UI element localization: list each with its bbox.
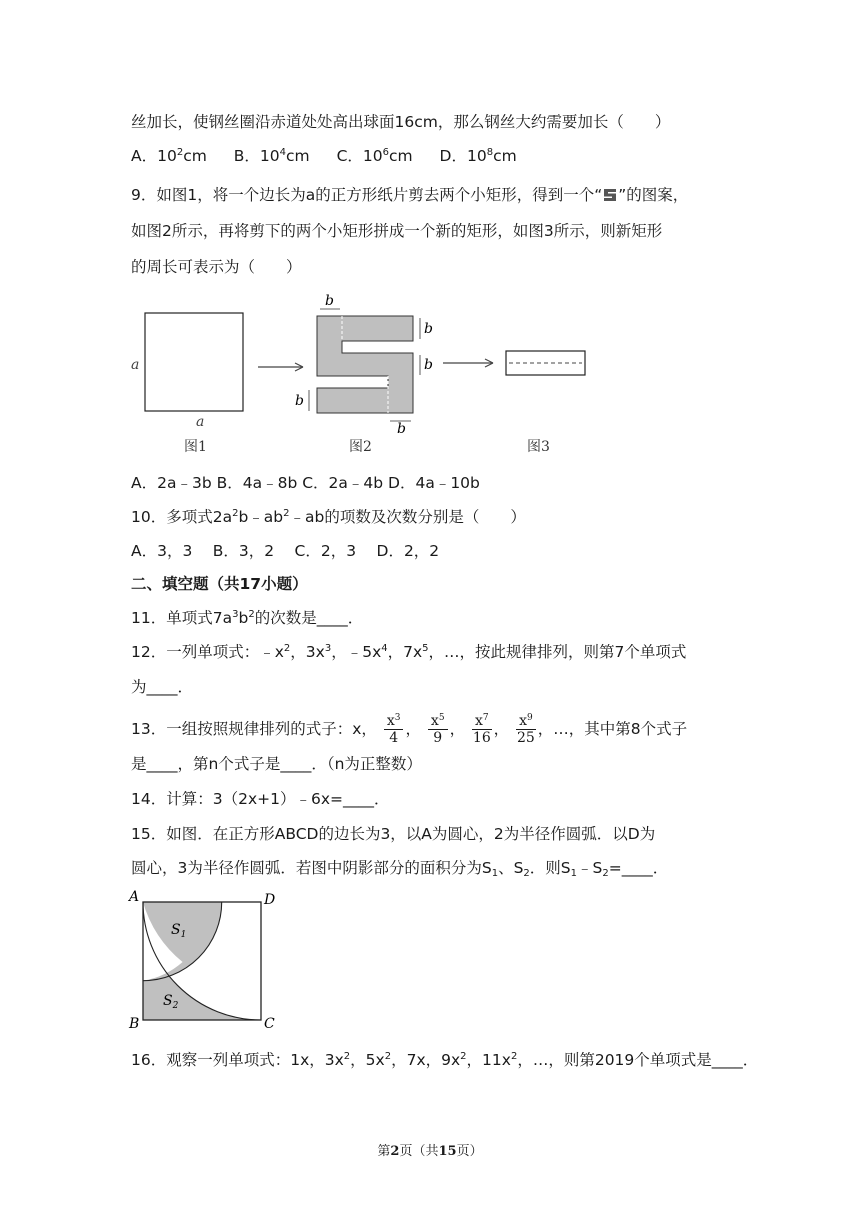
fig1-side-label: a <box>131 357 140 373</box>
fig2-s-shape <box>317 316 413 413</box>
fraction: $\frac{x^5}{9}$ <box>428 713 448 746</box>
q9-line1: 9．如图1，将一个边长为a的正方形纸片剪去两个小矩形，得到一个“ ”的图案， <box>131 186 689 204</box>
text-line: 丝加长，使钢丝圈沿赤道处处高出球面16cm，那么钢丝大约需要加长（ ） <box>131 113 671 131</box>
b-label-right1: b <box>424 321 433 337</box>
label-c: C <box>264 1016 275 1032</box>
q10-options: A．3，3 B．3，2 C．2，3 D．2，2 <box>131 542 440 560</box>
q15-line1: 15．如图．在正方形ABCD的边长为3，以A为圆心，2为半径作圆弧．以D为 <box>131 825 656 843</box>
q14: 14．计算：3（2x+1）﹣6x=____． <box>131 790 390 808</box>
q12-line1: 12．一列单项式：$﹣x^2$，$3x^3$，$﹣5x^4$，$7x^5$，…，按此规律排列，则第7个单项式 <box>131 643 687 661</box>
b-label-top: b <box>325 293 334 309</box>
q9-line2: 如图2所示，再将剪下的两个小矩形拼成一个新的矩形，如图3所示，则新矩形 <box>131 222 663 240</box>
q9-options: A．2a﹣3b B．4a﹣8b C．2a﹣4b D．4a﹣10b <box>131 474 480 492</box>
b-label-right2: b <box>424 357 433 373</box>
fraction: $\frac{x^3}{4}$ <box>384 713 404 746</box>
section-title: 二、填空题（共17小题） <box>131 575 308 593</box>
fig3-caption: 图3 <box>527 439 550 455</box>
option-a[interactable]: A．$10^2cm$ <box>131 147 207 165</box>
label-s2: $S_2$ <box>163 993 179 1011</box>
label-s1: $S_1$ <box>171 922 187 940</box>
q12-line2: 为____． <box>131 678 194 696</box>
q11: 11．单项式$7a^3b^2$的次数是____． <box>131 609 364 627</box>
fraction: $\frac{x^7}{16}$ <box>472 713 491 746</box>
q9-figures <box>125 293 595 463</box>
option-c[interactable]: C．$10^6cm$ <box>336 147 413 165</box>
q13-line2: 是____，第n个式子是____．（n为正整数） <box>131 755 422 773</box>
fig1-caption: 图1 <box>184 439 207 455</box>
q16: 16．观察一列单项式：1x，$3x^2$，$5x^2$，7x，$9x^2$，$11x^2$，…，则第2019个单项式是____． <box>131 1051 759 1069</box>
fraction: $\frac{x^9}{25}$ <box>516 713 535 746</box>
label-a: A <box>129 889 140 905</box>
fig2-caption: 图2 <box>349 439 372 455</box>
q10: 10．多项式$2a^2b﹣ab^2﹣ab$的项数及次数分别是（ ） <box>131 508 526 526</box>
page-footer: 第2页（共15页） <box>377 1144 483 1159</box>
option-d[interactable]: D．$10^8cm$ <box>439 147 517 165</box>
option-b[interactable]: B．$10^4cm$ <box>233 147 310 165</box>
fig1-bottom-label: a <box>196 414 205 430</box>
q9-line3: 的周长可表示为（ ） <box>131 258 302 276</box>
q8-options <box>131 146 517 166</box>
b-label-bottom: b <box>397 421 406 437</box>
label-d: D <box>264 892 276 908</box>
fig1-square <box>145 313 243 411</box>
q13-line1: 13．一组按照规律排列的式子：x， $\frac{x^3}{4}$ ， $\frac{x^5}{9}$ ， $\frac{x^7}{16}$ ， $\frac{x^9}{25}$ ，…，其中第8个式子 <box>131 713 688 746</box>
q15-line2: 圆心，3为半径作圆弧．若图中阴影部分的面积分为$S_1$、$S_2$．则$S_1﹣S_2=\_\_\_\_$． <box>131 859 669 879</box>
b-label-left: b <box>295 393 304 409</box>
s-shape-icon <box>602 188 618 202</box>
q15-figure <box>125 888 285 1036</box>
label-b: B <box>129 1016 140 1032</box>
